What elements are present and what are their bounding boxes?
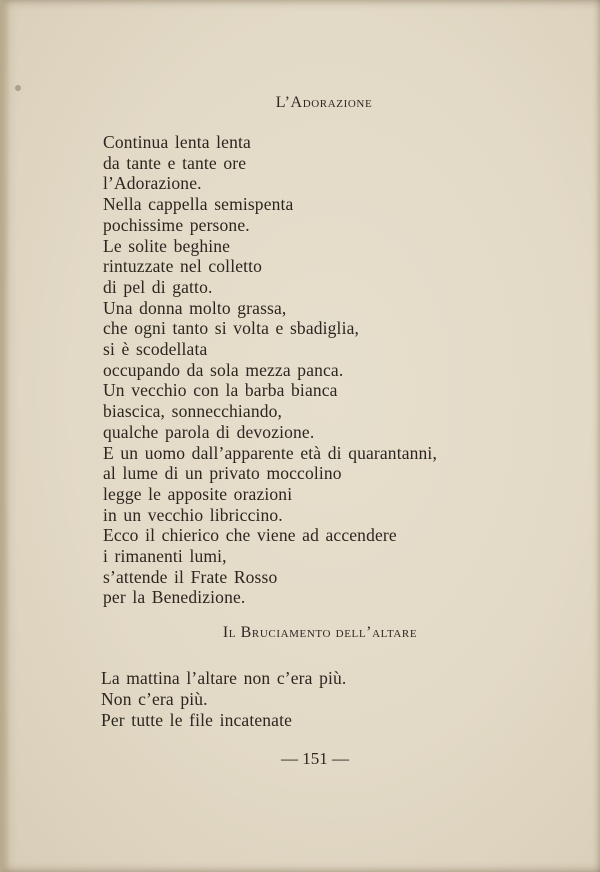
poem-line: Un vecchio con la barba bianca bbox=[103, 380, 338, 401]
poem-line: da tante e tante ore bbox=[103, 152, 247, 173]
poem-line: s’attende il Frate Rosso bbox=[103, 566, 278, 587]
paper-stain bbox=[15, 85, 21, 91]
poem-line: al lume di un privato moccolino bbox=[103, 463, 342, 484]
poem-line: pochissime persone. bbox=[103, 214, 250, 235]
poem-line: Per tutte le file incatenate bbox=[101, 710, 293, 730]
poem-bruciamento bbox=[101, 668, 346, 731]
poem-line: legge le apposite orazioni bbox=[103, 483, 293, 504]
poem-line: La mattina l’altare non c’era più. bbox=[101, 668, 347, 688]
poem-line: di pel di gatto. bbox=[103, 276, 213, 297]
poem-line: Una donna molto grassa, bbox=[103, 297, 287, 318]
poem-line: occupando da sola mezza panca. bbox=[103, 359, 344, 380]
poem-line: Ecco il chierico che viene ad accendere bbox=[103, 525, 397, 546]
poem-line: qualche parola di devozione. bbox=[103, 421, 315, 442]
poem-line: l’Adorazione. bbox=[103, 173, 202, 194]
poem-line: per la Benedizione. bbox=[103, 587, 246, 608]
poem-line: Le solite beghine bbox=[103, 235, 231, 256]
page-number: — 151 — bbox=[281, 749, 349, 768]
poem-line: Non c’era più. bbox=[101, 689, 208, 709]
poem-line: i rimanenti lumi, bbox=[103, 546, 227, 567]
poem-adorazione bbox=[103, 132, 437, 608]
poem-line: in un vecchio libriccino. bbox=[103, 504, 283, 525]
poem-line: Continua lenta lenta bbox=[103, 132, 251, 152]
poem-line: biascica, sonnecchiando, bbox=[103, 401, 283, 422]
section-title-bruciamento: Il Bruciamento dell’altare bbox=[222, 624, 418, 641]
poem-line: rintuzzate nel colletto bbox=[103, 256, 263, 277]
poem-line: Nella cappella semispenta bbox=[103, 194, 294, 215]
poem-line: che ogni tanto si volta e sbadiglia, bbox=[103, 318, 360, 339]
poem-line: E un uomo dall’apparente età di quarantanni, bbox=[103, 442, 437, 463]
section-title-adorazione: L’Adorazione bbox=[275, 94, 373, 111]
poem-line: si è scodellata bbox=[103, 339, 208, 360]
page-spine-shadow bbox=[0, 0, 10, 872]
